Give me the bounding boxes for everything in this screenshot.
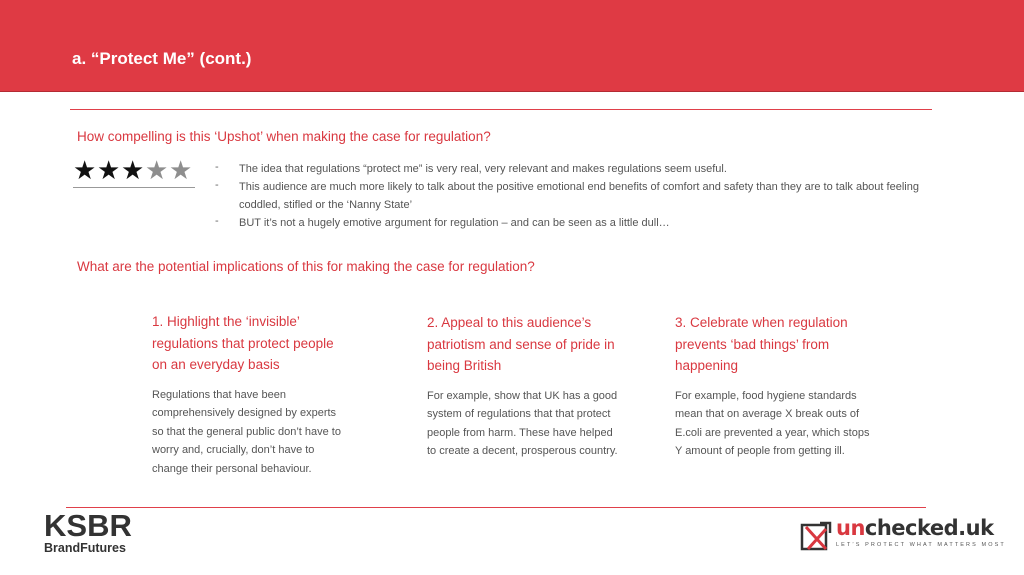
dash-marker: -: [215, 179, 219, 191]
dash-marker: -: [215, 161, 219, 173]
implication-column-3: [675, 312, 875, 461]
list-item-text: This audience are much more likely to talk about the positive emotional end benefits of comfort and safety than they are to talk about feeling coddled, stifled or the ‘Nanny State’: [239, 181, 919, 211]
top-divider: [70, 109, 932, 110]
findings-list: [215, 160, 945, 232]
star-icon-3: ★: [121, 156, 145, 186]
ksbr-wordmark: KSBR: [44, 508, 132, 543]
implication-body: For example, food hygiene standards mean that on average X break outs of E.coli are prevented a year, which stops Y amount of people from getting ill.: [675, 389, 870, 457]
star-icon-5: ★: [169, 156, 193, 186]
implication-body: Regulations that have been comprehensively designed by experts so that the general public don’t have to worry and, crucially, don’t have to change their personal behaviour.: [152, 388, 341, 475]
implication-title: 3. Celebrate when regulation prevents ‘bad things’ from happening: [675, 315, 848, 373]
implication-column-1: [152, 311, 352, 478]
list-item: [215, 214, 945, 232]
list-item-text: The idea that regulations “protect me” is very real, very relevant and makes regulations seem useful.: [239, 163, 727, 175]
unchecked-wordmark: [836, 516, 994, 540]
checkbox-cross-icon: [800, 520, 832, 552]
wordmark-accent: un: [836, 516, 865, 540]
list-item: [215, 178, 945, 214]
star-icon-4: ★: [145, 156, 169, 186]
implication-title: 2. Appeal to this audience’s patriotism and sense of pride in being British: [427, 315, 615, 373]
implication-body: For example, show that UK has a good system of regulations that that protect people from harm. These have helped to create a decent, prosperous country.: [427, 389, 618, 457]
ksbr-logo: [44, 510, 132, 555]
page-title: a. “Protect Me” (cont.): [72, 49, 252, 68]
question-implications: What are the potential implications of this for making the case for regulation?: [77, 259, 535, 274]
wordmark-rest: checked.uk: [864, 516, 994, 540]
implication-column-2: [427, 312, 627, 461]
star-icon-1: ★: [73, 156, 97, 186]
star-rating: [73, 156, 195, 188]
dash-marker: -: [215, 215, 219, 227]
question-compelling: How compelling is this ‘Upshot’ when making the case for regulation?: [77, 129, 491, 144]
brandfutures-wordmark: BrandFutures: [44, 541, 126, 555]
star-icon-2: ★: [97, 156, 121, 186]
list-item-text: BUT it’s not a hugely emotive argument for regulation – and can be seen as a little dull…: [239, 217, 670, 229]
unchecked-tagline: LET’S PROTECT WHAT MATTERS MOST: [836, 542, 1006, 548]
bottom-divider: [66, 507, 926, 508]
header-banner: [0, 0, 1024, 92]
list-item: [215, 160, 945, 178]
implication-title: 1. Highlight the ‘invisible’ regulations that protect people on an everyday basis: [152, 314, 334, 372]
unchecked-logo: [800, 516, 1006, 558]
